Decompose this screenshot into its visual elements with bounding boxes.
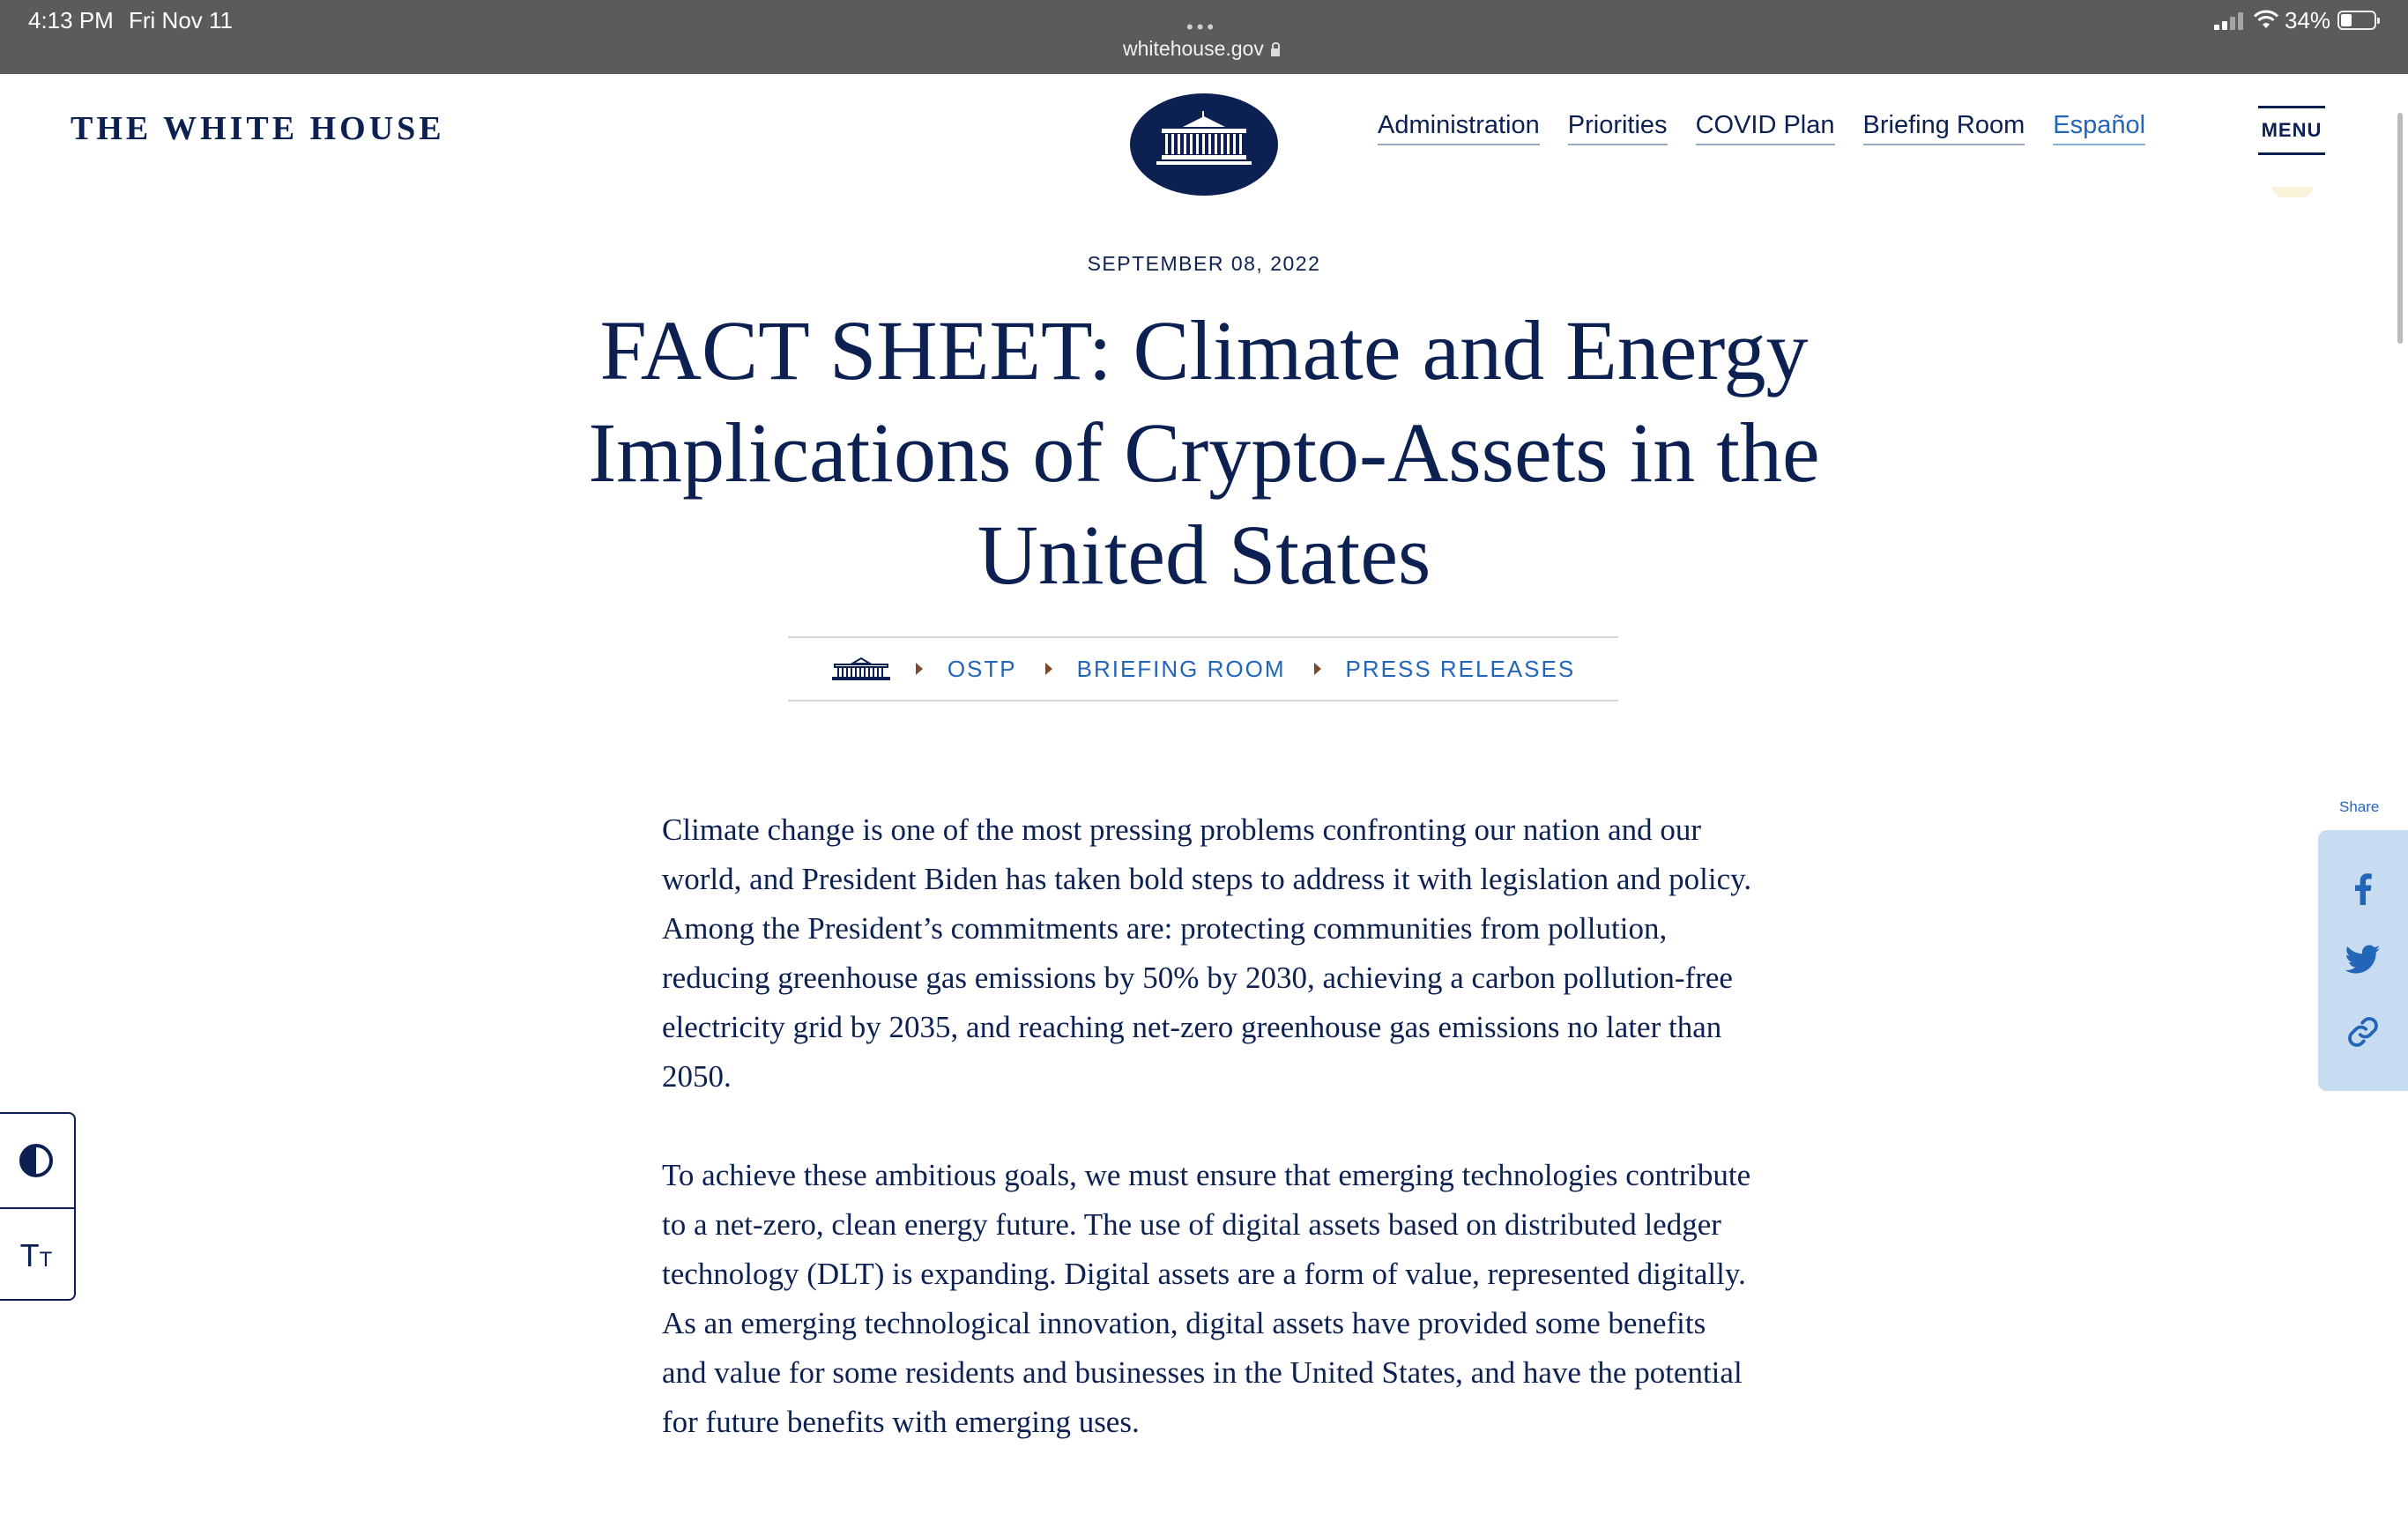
article-paragraph: To achieve these ambitious goals, we must ensure that emerging technologies contribute to a net-zero, clean energy future. The use of digital assets based on distributed ledger technology (DLT) is expanding. Digital assets are a form of value, represented digitally. As an emerging technological innovation, digital assets have provided some benefits and value for some residents and businesses in the United States, and have the potential for future benefits with emerging uses. — [662, 1158, 1751, 1439]
breadcrumb-separator-icon — [1314, 663, 1321, 675]
nav-priorities[interactable]: Priorities — [1568, 111, 1668, 145]
more-dots-icon[interactable]: ••• — [1186, 16, 1218, 38]
article-paragraph: Climate change is one of the most pressing problems confronting our nation and our world, and President Biden has taken bold steps to address it with legislation and policy. Among the President’s commitments are: protecting communities from pollution, reducing greenhouse gas emissions by 50% by 2030, achieving a carbon pollution-free electricity grid by 2035, and reaching net-zero greenhouse gas emissions no later than 2050. — [662, 813, 1752, 1094]
share-facebook-button[interactable] — [2343, 869, 2383, 909]
battery-level — [2341, 14, 2352, 26]
white-house-home-icon[interactable] — [831, 657, 891, 681]
nav-espanol[interactable]: Español — [2053, 111, 2145, 145]
wifi-icon — [2253, 9, 2279, 30]
text-size-button[interactable] — [0, 1207, 74, 1302]
lock-icon — [1271, 48, 1280, 56]
share-copy-link-button[interactable] — [2343, 1012, 2383, 1052]
contrast-toggle-button[interactable] — [0, 1114, 74, 1207]
link-icon — [2346, 1015, 2380, 1049]
breadcrumb — [788, 636, 1618, 701]
share-rail — [2318, 830, 2408, 1091]
nav-briefing-room[interactable]: Briefing Room — [1863, 111, 2025, 145]
breadcrumb-press-releases[interactable]: PRESS RELEASES — [1345, 655, 1576, 682]
white-house-seal-icon[interactable] — [1130, 93, 1278, 196]
menu-button[interactable]: MENU — [2258, 106, 2325, 155]
article-body — [662, 805, 1755, 1496]
scrollbar-thumb[interactable] — [2397, 113, 2403, 344]
breadcrumb-separator-icon — [916, 663, 923, 675]
nav-covid-plan[interactable]: COVID Plan — [1696, 111, 1835, 145]
status-time: 4:13 PM — [28, 7, 114, 33]
twitter-icon — [2345, 945, 2381, 975]
breadcrumb-ostp[interactable]: OSTP — [947, 655, 1017, 682]
breadcrumb-briefing-room[interactable]: BRIEFING ROOM — [1076, 655, 1286, 682]
url-bar[interactable] — [1123, 37, 1280, 61]
share-label: Share — [2339, 798, 2380, 815]
battery-percentage: 34% — [2285, 7, 2331, 33]
facebook-icon — [2353, 873, 2373, 905]
url-text: whitehouse.gov — [1123, 37, 1264, 60]
accessibility-toolbar — [0, 1112, 76, 1301]
main-nav — [1378, 111, 2174, 145]
text-size-icon: TT — [19, 1237, 53, 1273]
site-brand[interactable]: THE WHITE HOUSE — [71, 110, 445, 147]
nav-administration[interactable]: Administration — [1378, 111, 1540, 145]
contrast-icon — [18, 1142, 55, 1179]
cellular-signal-icon — [2214, 11, 2244, 30]
browser-status-bar — [0, 0, 2408, 74]
page-title: FACT SHEET: Climate and Energy Implications of Crypto-Assets in the United States — [588, 303, 1820, 602]
breadcrumb-separator-icon — [1045, 663, 1052, 675]
status-date: Fri Nov 11 — [129, 7, 233, 33]
menu-glow — [2272, 187, 2313, 197]
battery-icon — [2337, 11, 2376, 30]
article-date: SEPTEMBER 08, 2022 — [1087, 252, 1321, 275]
share-twitter-button[interactable] — [2343, 939, 2383, 980]
